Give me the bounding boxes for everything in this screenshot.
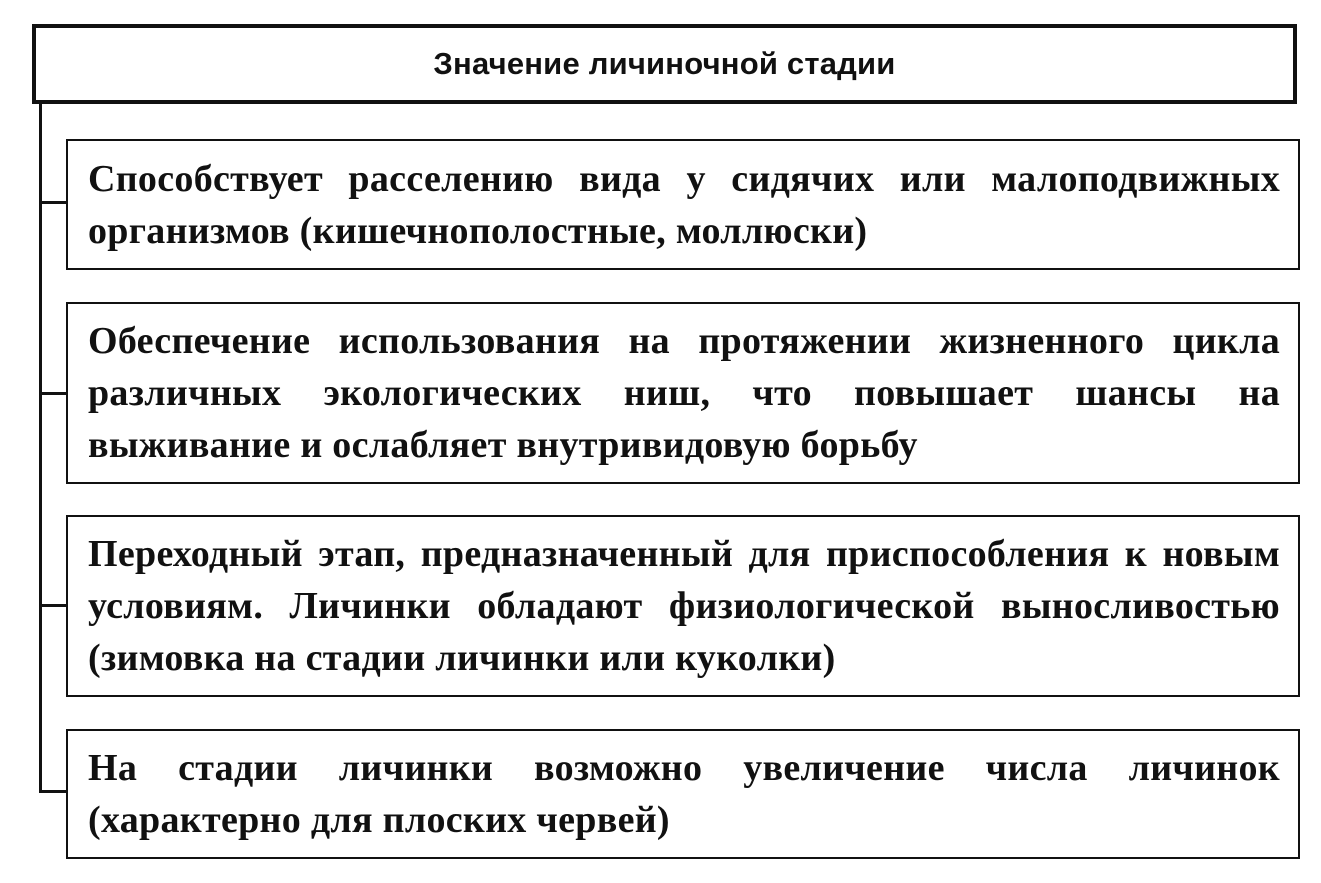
- item-box-4: [66, 729, 1300, 859]
- item-text-4: На стадии личинки возможно увеличение числа личинок (характерно для плоских червей): [88, 747, 1280, 841]
- connector-spine: [39, 104, 42, 792]
- connector-branch-3: [39, 604, 69, 607]
- connector-branch-1: [39, 201, 69, 204]
- diagram-title: Значение личиночной стадии: [433, 46, 896, 81]
- item-text-1: Способствует расселению вида у сидячих или малоподвижных организмов (кишечнополостные, моллюски): [88, 157, 1280, 252]
- connector-branch-4: [39, 790, 69, 793]
- item-text-2: Обеспечение использования на протяжении жизненного цикла различных экологических ниш, что повышает шансы на выживание и ослабляет внутривидовую борьбу: [88, 320, 1280, 466]
- diagram-title-box: [32, 24, 1297, 104]
- connector-branch-2: [39, 392, 69, 395]
- item-box-3: [66, 515, 1300, 697]
- item-box-2: [66, 302, 1300, 484]
- item-box-1: [66, 139, 1300, 270]
- item-text-3: Переходный этап, предназначенный для приспособления к новым условиям. Личинки обладают физиологической выносливостью (зимовка на стадии личинки или куколки): [88, 533, 1280, 679]
